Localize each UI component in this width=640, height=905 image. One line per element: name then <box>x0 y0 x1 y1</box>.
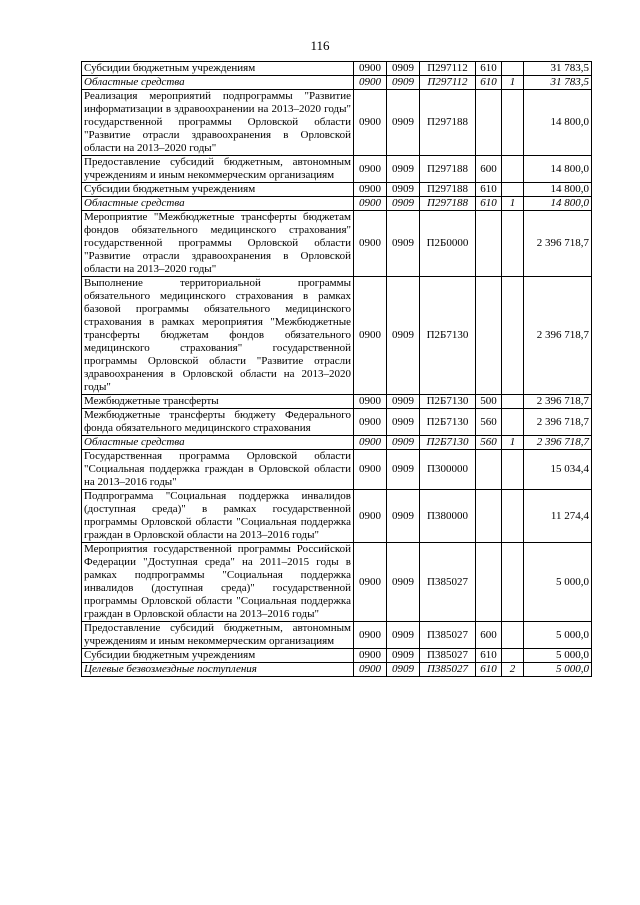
row-source-code <box>502 395 524 409</box>
row-subsection-code: 0909 <box>387 277 420 395</box>
table-row <box>82 90 592 156</box>
row-expense-type-code: 500 <box>476 395 502 409</box>
row-subsection-code: 0909 <box>387 543 420 622</box>
row-target-code: П2Б0000 <box>420 211 476 277</box>
row-subsection-code: 0909 <box>387 490 420 543</box>
table-row <box>82 211 592 277</box>
page-number: 116 <box>310 38 330 53</box>
row-amount: 31 783,5 <box>524 76 592 90</box>
row-source-code <box>502 90 524 156</box>
budget-table-body <box>82 62 592 677</box>
row-section-code: 0900 <box>354 197 387 211</box>
row-target-code: П2Б7130 <box>420 277 476 395</box>
table-row <box>82 409 592 436</box>
row-subsection-code: 0909 <box>387 450 420 490</box>
row-name: Государственная программа Орловской области "Социальная поддержка граждан в Орловской области на 2013–2016 годы" <box>82 450 354 490</box>
row-section-code: 0900 <box>354 62 387 76</box>
row-name: Областные средства <box>82 76 354 90</box>
row-source-code <box>502 62 524 76</box>
row-subsection-code: 0909 <box>387 436 420 450</box>
row-source-code <box>502 622 524 649</box>
row-name: Субсидии бюджетным учреждениям <box>82 183 354 197</box>
row-expense-type-code <box>476 211 502 277</box>
row-section-code: 0900 <box>354 436 387 450</box>
row-subsection-code: 0909 <box>387 76 420 90</box>
row-amount: 14 800,0 <box>524 90 592 156</box>
row-target-code: П297112 <box>420 76 476 90</box>
row-section-code: 0900 <box>354 156 387 183</box>
table-row <box>82 490 592 543</box>
row-expense-type-code <box>476 90 502 156</box>
row-target-code: П385027 <box>420 649 476 663</box>
table-row <box>82 450 592 490</box>
row-amount: 2 396 718,7 <box>524 277 592 395</box>
table-row <box>82 395 592 409</box>
row-subsection-code: 0909 <box>387 156 420 183</box>
table-row <box>82 649 592 663</box>
row-source-code <box>502 543 524 622</box>
row-expense-type-code <box>476 543 502 622</box>
row-section-code: 0900 <box>354 490 387 543</box>
row-expense-type-code: 610 <box>476 649 502 663</box>
row-subsection-code: 0909 <box>387 663 420 677</box>
row-expense-type-code: 610 <box>476 62 502 76</box>
row-subsection-code: 0909 <box>387 649 420 663</box>
row-expense-type-code: 600 <box>476 156 502 183</box>
row-name: Предоставление субсидий бюджетным, автономным учреждениям и иным некоммерческим организациям <box>82 156 354 183</box>
row-name: Областные средства <box>82 197 354 211</box>
row-amount: 5 000,0 <box>524 543 592 622</box>
row-expense-type-code: 610 <box>476 76 502 90</box>
row-section-code: 0900 <box>354 90 387 156</box>
row-amount: 2 396 718,7 <box>524 409 592 436</box>
row-target-code: П297112 <box>420 62 476 76</box>
row-target-code: П2Б7130 <box>420 395 476 409</box>
row-amount: 5 000,0 <box>524 663 592 677</box>
row-section-code: 0900 <box>354 543 387 622</box>
row-target-code: П385027 <box>420 622 476 649</box>
row-name: Подпрограмма "Социальная поддержка инвалидов (доступная среда)" в рамках государственной программы Орловской области "Социальная поддержка граждан в Орловской области на 2013–2016 годы" <box>82 490 354 543</box>
row-amount: 14 800,0 <box>524 183 592 197</box>
row-section-code: 0900 <box>354 409 387 436</box>
row-name: Межбюджетные трансферты <box>82 395 354 409</box>
row-expense-type-code: 610 <box>476 197 502 211</box>
row-amount: 5 000,0 <box>524 622 592 649</box>
row-target-code: П2Б7130 <box>420 409 476 436</box>
row-subsection-code: 0909 <box>387 622 420 649</box>
row-expense-type-code: 560 <box>476 409 502 436</box>
row-expense-type-code <box>476 490 502 543</box>
row-section-code: 0900 <box>354 450 387 490</box>
row-name: Предоставление субсидий бюджетным, автономным учреждениям и иным некоммерческим организациям <box>82 622 354 649</box>
row-section-code: 0900 <box>354 622 387 649</box>
table-row <box>82 76 592 90</box>
row-source-code <box>502 490 524 543</box>
row-source-code <box>502 649 524 663</box>
table-row <box>82 543 592 622</box>
row-subsection-code: 0909 <box>387 211 420 277</box>
row-amount: 14 800,0 <box>524 156 592 183</box>
row-source-code: 1 <box>502 76 524 90</box>
table-row <box>82 156 592 183</box>
row-expense-type-code: 610 <box>476 663 502 677</box>
row-source-code: 1 <box>502 197 524 211</box>
row-amount: 5 000,0 <box>524 649 592 663</box>
row-target-code: П297188 <box>420 156 476 183</box>
row-subsection-code: 0909 <box>387 409 420 436</box>
row-amount: 31 783,5 <box>524 62 592 76</box>
row-name: Целевые безвозмездные поступления <box>82 663 354 677</box>
row-expense-type-code <box>476 277 502 395</box>
row-target-code: П385027 <box>420 663 476 677</box>
row-section-code: 0900 <box>354 663 387 677</box>
row-source-code <box>502 409 524 436</box>
row-name: Межбюджетные трансферты бюджету Федерального фонда обязательного медицинского страхования <box>82 409 354 436</box>
row-source-code <box>502 156 524 183</box>
table-row <box>82 62 592 76</box>
row-name: Реализация мероприятий подпрограммы "Развитие информатизации в здравоохранении на 2013–2020 годы" государственной программы Орловской области "Развитие отрасли здравоохранения в Орловской области на 2013–2020 годы" <box>82 90 354 156</box>
row-target-code: П385027 <box>420 543 476 622</box>
row-subsection-code: 0909 <box>387 62 420 76</box>
row-section-code: 0900 <box>354 395 387 409</box>
row-subsection-code: 0909 <box>387 395 420 409</box>
row-expense-type-code <box>476 450 502 490</box>
budget-table <box>81 61 592 677</box>
row-target-code: П297188 <box>420 90 476 156</box>
row-target-code: П380000 <box>420 490 476 543</box>
row-name: Субсидии бюджетным учреждениям <box>82 649 354 663</box>
row-subsection-code: 0909 <box>387 90 420 156</box>
row-source-code <box>502 183 524 197</box>
table-row <box>82 183 592 197</box>
row-source-code <box>502 211 524 277</box>
row-name: Мероприятие "Межбюджетные трансферты бюджетам фондов обязательного медицинского страхования" государственной программы Орловской области "Развитие отрасли здравоохранения в Орловской области на 2013–2020 годы" <box>82 211 354 277</box>
row-amount: 14 800,0 <box>524 197 592 211</box>
row-source-code: 1 <box>502 436 524 450</box>
row-expense-type-code: 610 <box>476 183 502 197</box>
table-row <box>82 277 592 395</box>
table-row <box>82 197 592 211</box>
table-row <box>82 622 592 649</box>
row-amount: 2 396 718,7 <box>524 436 592 450</box>
row-target-code: П297188 <box>420 183 476 197</box>
row-section-code: 0900 <box>354 277 387 395</box>
row-source-code <box>502 450 524 490</box>
row-amount: 2 396 718,7 <box>524 395 592 409</box>
row-target-code: П300000 <box>420 450 476 490</box>
row-subsection-code: 0909 <box>387 197 420 211</box>
row-subsection-code: 0909 <box>387 183 420 197</box>
row-section-code: 0900 <box>354 76 387 90</box>
row-target-code: П2Б7130 <box>420 436 476 450</box>
row-amount: 15 034,4 <box>524 450 592 490</box>
row-name: Мероприятия государственной программы Российской Федерации "Доступная среда" на 2011–2015 годы в рамках подпрограммы "Социальная поддержка инвалидов (доступная среда)" государственной программы Орловской области "Социальная поддержка граждан в Орловской области на 2013–2016 годы" <box>82 543 354 622</box>
row-amount: 11 274,4 <box>524 490 592 543</box>
row-name: Выполнение территориальной программы обязательного медицинского страхования в рамках базовой программы обязательного медицинского страхования в рамках мероприятия "Межбюджетные трансферты бюджетам фондов обязательного медицинского страхования" государственной программы Орловской области "Развитие отрасли здравоохранения в Орловской области на 2013–2020 годы" <box>82 277 354 395</box>
row-expense-type-code: 600 <box>476 622 502 649</box>
row-section-code: 0900 <box>354 211 387 277</box>
row-name: Областные средства <box>82 436 354 450</box>
row-name: Субсидии бюджетным учреждениям <box>82 62 354 76</box>
row-expense-type-code: 560 <box>476 436 502 450</box>
row-section-code: 0900 <box>354 183 387 197</box>
row-target-code: П297188 <box>420 197 476 211</box>
row-source-code <box>502 277 524 395</box>
row-section-code: 0900 <box>354 649 387 663</box>
table-row <box>82 436 592 450</box>
row-amount: 2 396 718,7 <box>524 211 592 277</box>
row-source-code: 2 <box>502 663 524 677</box>
table-row <box>82 663 592 677</box>
